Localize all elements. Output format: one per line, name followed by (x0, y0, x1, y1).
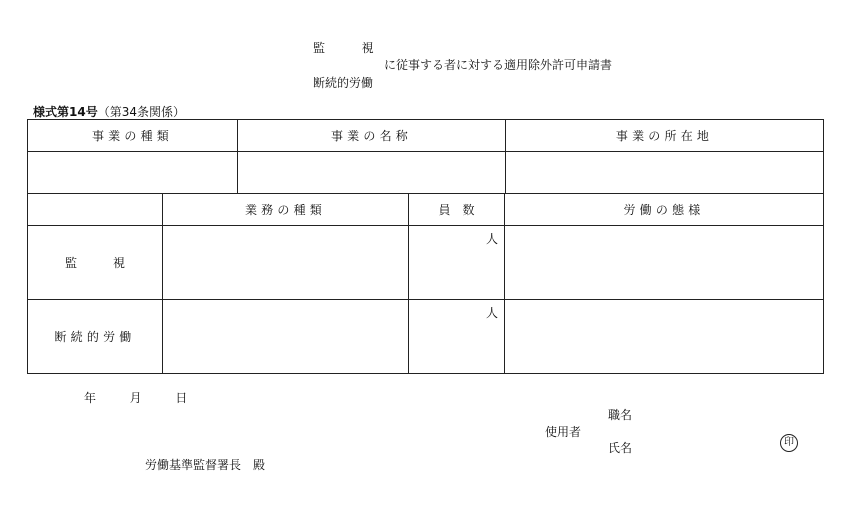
month-label: 月 (129, 391, 142, 405)
row-label-kanshi: 監 視 (28, 226, 163, 300)
employer-label: 使用者 (545, 425, 582, 439)
danzoku-manner-field[interactable] (505, 300, 824, 374)
header-blank (28, 194, 163, 226)
addressee: 労働基準監督署長 殿 (145, 458, 266, 472)
work-details-table (27, 193, 824, 374)
day-label: 日 (175, 391, 188, 405)
header-business-location: 事業の所在地 (506, 120, 824, 152)
seal-icon: 印 (780, 434, 798, 452)
form-number (33, 103, 185, 120)
job-title-label: 職名 (608, 408, 633, 422)
year-label: 年 (84, 391, 97, 405)
kanshi-task-field[interactable] (163, 226, 409, 300)
row-label-danzoku: 断続的労働 (28, 300, 163, 374)
header-headcount: 員 数 (409, 194, 505, 226)
form-number-label: 様式第14号 (33, 105, 98, 119)
header-work-manner: 労働の態様 (505, 194, 824, 226)
business-info-table (27, 119, 824, 194)
kanshi-count-field[interactable] (409, 226, 505, 300)
kanshi-manner-field[interactable] (505, 226, 824, 300)
business-location-field[interactable] (506, 152, 824, 194)
danzoku-task-field[interactable] (163, 300, 409, 374)
unit-person-label: 人 (485, 306, 498, 320)
date-line (84, 389, 187, 406)
name-label: 氏名 (608, 441, 633, 455)
header-business-type: 事業の種類 (28, 120, 238, 152)
header-business-name: 事業の名称 (238, 120, 506, 152)
business-type-field[interactable] (28, 152, 238, 194)
unit-person-label: 人 (485, 232, 498, 246)
header-work-type: 業務の種類 (163, 194, 409, 226)
danzoku-count-field[interactable] (409, 300, 505, 374)
title-kanshi: 監 視 (313, 41, 378, 55)
title-main: に従事する者に対する適用除外許可申請書 (384, 58, 613, 72)
business-name-field[interactable] (238, 152, 506, 194)
form-number-relation: （第34条関係） (97, 105, 185, 119)
title-danzoku: 断続的労働 (313, 76, 374, 90)
